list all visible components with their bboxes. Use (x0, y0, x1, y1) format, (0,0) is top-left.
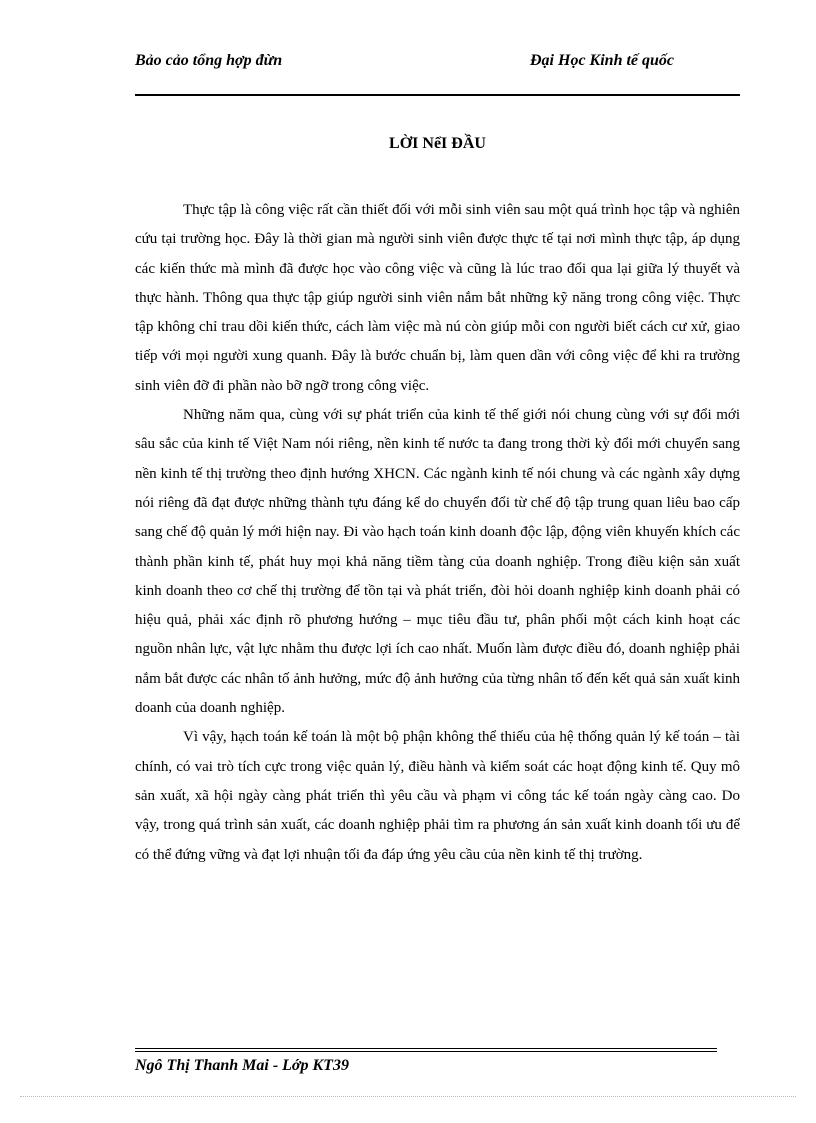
page-bottom-edge (20, 1096, 796, 1097)
page-header (135, 50, 740, 96)
header-report-title: Bảo cảo tổng hợp đừn (135, 52, 283, 69)
paragraph-3: Vì vậy, hạch toán kế toán là một bộ phận không thể thiếu của hệ thống quản lý kế toán – tài chính, có vai trò tích cực trong việc quản lý, điều hành và kiểm soát các hoạt động kinh tế. Quy mô sản xuất, xã hội ngày càng phát triển thì yêu cầu và phạm vi công tác kế toán ngày càng cao. Do vậy, trong quá trình sản xuất, các doanh nghiệp phải tìm ra phương án sản xuất kinh doanh tối ưu để có thể đứng vững và đạt lợi nhuận tối đa đáp ứng yêu cầu của nền kinh tế thị trường. (135, 729, 740, 863)
document-body (135, 196, 740, 870)
page-footer-author: Ngô Thị Thanh Mai - Lớp KT39 (135, 1057, 349, 1074)
footer-divider-top (135, 1048, 717, 1049)
document-title: LỜI NểI ĐẦU (389, 135, 486, 152)
header-divider (135, 94, 740, 96)
footer-divider-bottom (135, 1051, 717, 1052)
header-university: Đại Học Kinh tế quốc (530, 52, 675, 69)
paragraph-1: Thực tập là công việc rất cần thiết đối với mỗi sinh viên sau một quá trình học tập và nghiên cứu tại trường học. Đây là thời gian mà người sinh viên được thực tế tại nơi mình thực tập, áp dụng các kiến thức mà mình đã được học vào công việc và cũng là lúc trao đổi qua lại giữa lý thuyết và thực hành. Thông qua thực tập giúp người sinh viên nắm bắt những kỹ năng trong công việc. Thực tập không chỉ trau dồi kiến thức, cách làm việc mà nú còn giúp mỗi con người biết cách cư xử, giao tiếp với mọi người xung quanh. Đây là bước chuẩn bị, làm quen dần với công việc để khi ra trường sinh viên đỡ đi phần nào bỡ ngỡ trong công việc. (135, 202, 740, 394)
paragraph-2: Những năm qua, cùng với sự phát triển của kinh tế thế giới nói chung cùng với sự đổi mới sâu sắc của kinh tế Việt Nam nói riêng, nền kinh tế nước ta đang trong thời kỳ đổi mới chuyển sang nền kinh tế thị trường theo định hướng XHCN. Các ngành kinh tế nói chung và các ngành xây dựng nói riêng đã đạt được những thành tựu đáng kể do chuyển đổi từ chế độ tập trung quan liêu bao cấp sang chế độ quản lý mới hiện nay. Đi vào hạch toán kinh doanh độc lập, động viên khuyến khích các thành phần kinh tế, phát huy mọi khả năng tiềm tàng của doanh nghiệp. Trong điều kiện sản xuất kinh doanh theo cơ chế thị trường để tồn tại và phát triển, đòi hỏi doanh nghiệp kinh doanh phải có hiệu quả, phải xác định rõ phương hướng – mục tiêu đầu tư, phân phối một cách kinh hoạt các nguồn nhân lực, vật lực nhằm thu được lợi ích cao nhất. Muốn làm được điều đó, doanh nghiệp phải nắm bắt được các nhân tố ảnh hưởng, mức độ ảnh hưởng của từng nhân tố đến kết quả sản xuất kinh doanh của doanh nghiệp. (135, 407, 740, 717)
